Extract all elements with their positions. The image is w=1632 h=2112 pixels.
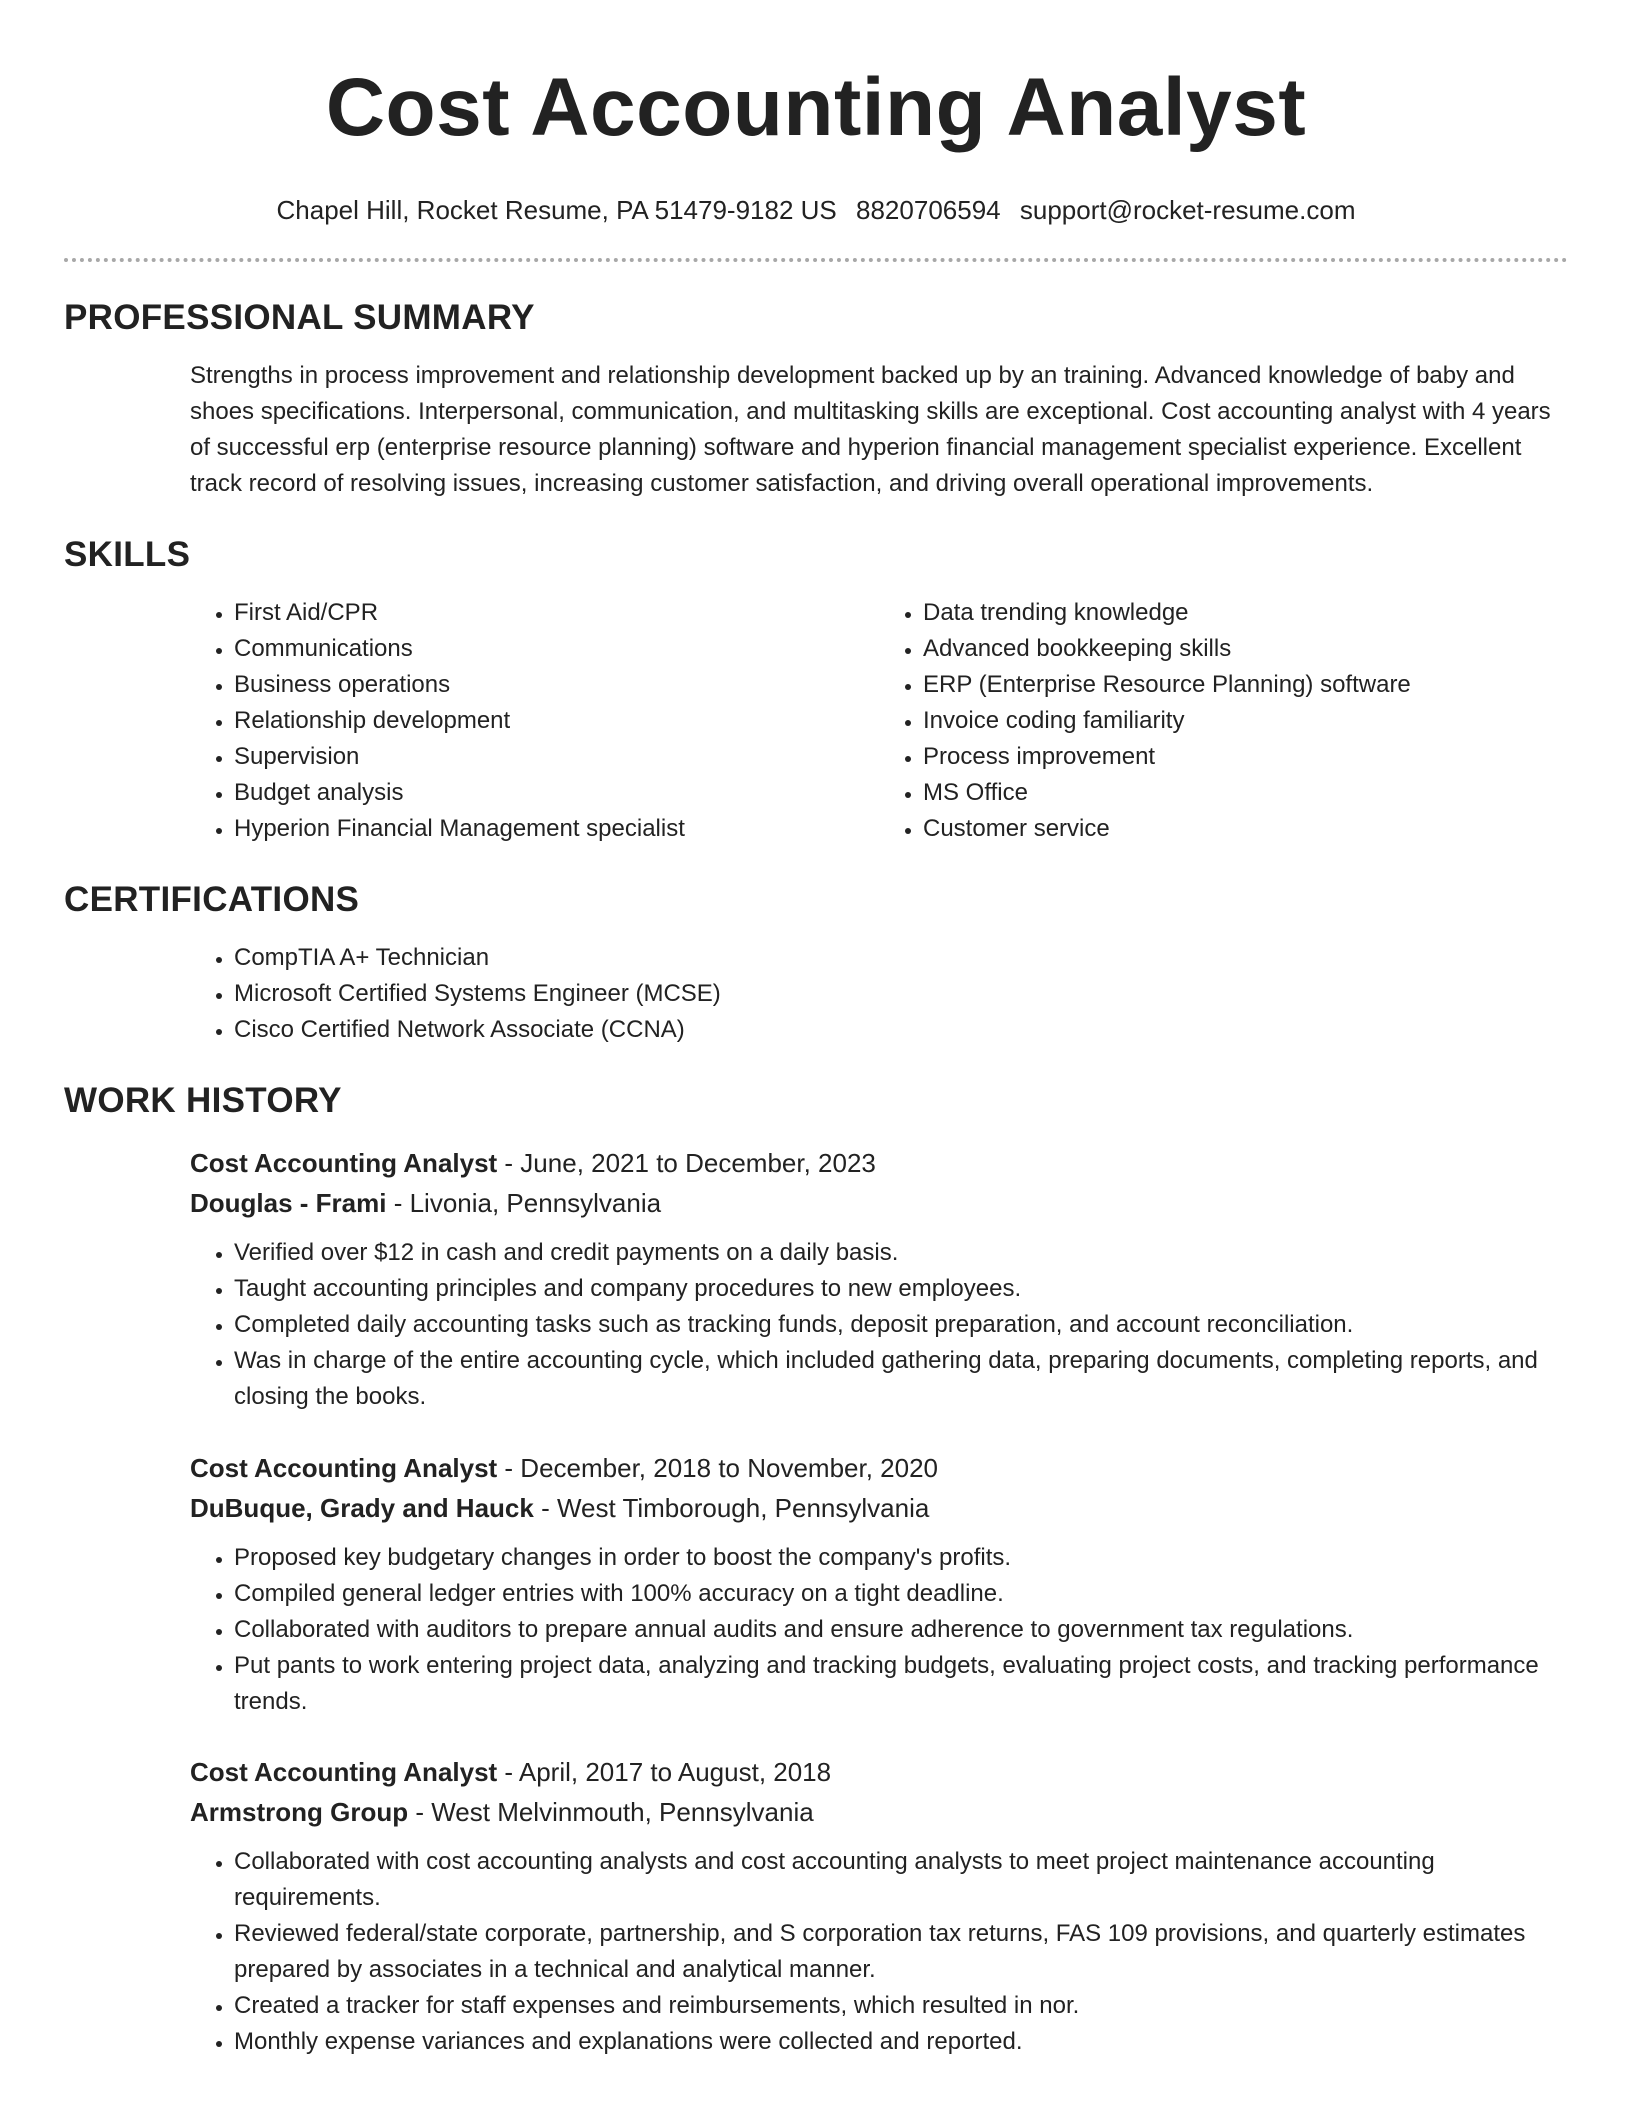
section-title-work-history: WORK HISTORY — [64, 1081, 342, 1120]
job-bullet: • Collaborated with cost accounting analysts and cost accounting analysts to meet project maintenance accounting requirements. — [234, 1844, 1568, 1916]
job-location: - West Timborough, Pennsylvania — [533, 1493, 930, 1523]
job-title-line — [190, 1752, 1568, 1792]
skill-item: • Hyperion Financial Management specialist — [234, 811, 879, 847]
job-entry — [64, 1143, 1568, 1415]
job-bullet: • Collaborated with auditors to prepare annual audits and ensure adherence to government tax regulations. — [234, 1612, 1568, 1648]
job-location: - Livonia, Pennsylvania — [386, 1188, 662, 1218]
certifications-section — [64, 878, 1568, 1048]
skill-item: • Advanced bookkeeping skills — [923, 631, 1568, 667]
skills-list-right — [879, 595, 1568, 847]
certifications-list — [190, 940, 1568, 1048]
skill-item: • Supervision — [234, 739, 879, 775]
job-role: Cost Accounting Analyst — [190, 1148, 498, 1178]
skill-item: • First Aid/CPR — [234, 595, 879, 631]
job-bullet: • Created a tracker for staff expenses and reimbursements, which resulted in nor. — [234, 1988, 1568, 2024]
job-company: DuBuque, Grady and Hauck — [190, 1493, 534, 1523]
certification-item: • CompTIA A+ Technician — [234, 940, 1568, 976]
job-bullet: • Compiled general ledger entries with 100% accuracy on a tight deadline. — [234, 1576, 1568, 1612]
contact-line — [64, 194, 1568, 226]
certification-item: • Cisco Certified Network Associate (CCNA) — [234, 1012, 1568, 1048]
skill-item: • Process improvement — [923, 739, 1568, 775]
job-bullets — [190, 1235, 1568, 1415]
header-divider — [64, 258, 1568, 262]
skill-item: • MS Office — [923, 775, 1568, 811]
job-dates: - June, 2021 to December, 2023 — [497, 1148, 876, 1178]
job-role: Cost Accounting Analyst — [190, 1453, 498, 1483]
job-bullet: • Completed daily accounting tasks such as tracking funds, deposit preparation, and account reconciliation. — [234, 1307, 1568, 1343]
skill-item: • Customer service — [923, 811, 1568, 847]
job-company: Armstrong Group — [190, 1797, 409, 1827]
skill-item: • Communications — [234, 631, 879, 667]
skill-item: • Invoice coding familiarity — [923, 703, 1568, 739]
job-title-line — [190, 1448, 1568, 1488]
job-title-line — [190, 1143, 1568, 1183]
skills-section — [64, 533, 1568, 847]
job-bullets — [190, 1844, 1568, 2060]
job-entry — [64, 1752, 1568, 2060]
skill-item: • Business operations — [234, 667, 879, 703]
job-bullet: • Monthly expense variances and explanations were collected and reported. — [234, 2024, 1568, 2060]
job-company-line — [190, 1488, 1568, 1528]
section-title-skills: SKILLS — [64, 535, 191, 574]
job-dates: - December, 2018 to November, 2020 — [497, 1453, 939, 1483]
job-bullet: • Proposed key budgetary changes in order to boost the company's profits. — [234, 1540, 1568, 1576]
contact-address: Chapel Hill, Rocket Resume, PA 51479-9182 US — [276, 195, 837, 225]
skill-item: • ERP (Enterprise Resource Planning) software — [923, 667, 1568, 703]
job-bullet: • Was in charge of the entire accounting cycle, which included gathering data, preparing documents, completing reports, and closing the books. — [234, 1343, 1568, 1415]
candidate-name: Cost Accounting Analyst — [325, 62, 1307, 153]
work-history-section — [64, 1079, 1568, 1123]
job-bullet: • Put pants to work entering project data, analyzing and tracking budgets, evaluating project costs, and tracking performance trends. — [234, 1648, 1568, 1720]
job-location: - West Melvinmouth, Pennsylvania — [408, 1797, 814, 1827]
job-role: Cost Accounting Analyst — [190, 1757, 498, 1787]
job-entry — [64, 1448, 1568, 1720]
certification-item: • Microsoft Certified Systems Engineer (MCSE) — [234, 976, 1568, 1012]
skill-item: • Data trending knowledge — [923, 595, 1568, 631]
skill-item: • Budget analysis — [234, 775, 879, 811]
skill-item: • Relationship development — [234, 703, 879, 739]
job-company: Douglas - Frami — [190, 1188, 387, 1218]
summary-text: Strengths in process improvement and relationship development backed up by an training. Advanced knowledge of baby and shoes specifications. Interpersonal, communication, and multitasking skills are exceptional. Cost accounting analyst with 4 years of successful erp (enterprise resource planning) software and hyperion financial management specialist experience. Excellent track record of resolving issues, increasing customer satisfaction, and driving overall operational improvements. — [190, 362, 1551, 497]
summary-section — [64, 296, 1568, 502]
job-bullet: • Taught accounting principles and company procedures to new employees. — [234, 1271, 1568, 1307]
job-company-line — [190, 1792, 1568, 1832]
job-company-line — [190, 1183, 1568, 1223]
section-title-certifications: CERTIFICATIONS — [64, 880, 360, 919]
skills-grid — [190, 595, 1568, 847]
contact-phone: 8820706594 — [856, 195, 1001, 225]
job-bullets — [190, 1540, 1568, 1720]
skills-list-left — [190, 595, 879, 847]
job-bullet: • Verified over $12 in cash and credit payments on a daily basis. — [234, 1235, 1568, 1271]
job-bullet: • Reviewed federal/state corporate, partnership, and S corporation tax returns, FAS 109 provisions, and quarterly estimates prepared by associates in a technical and analytical manner. — [234, 1916, 1568, 1988]
job-dates: - April, 2017 to August, 2018 — [497, 1757, 832, 1787]
section-title-summary: PROFESSIONAL SUMMARY — [64, 298, 535, 337]
contact-email: support@rocket-resume.com — [1019, 195, 1356, 225]
